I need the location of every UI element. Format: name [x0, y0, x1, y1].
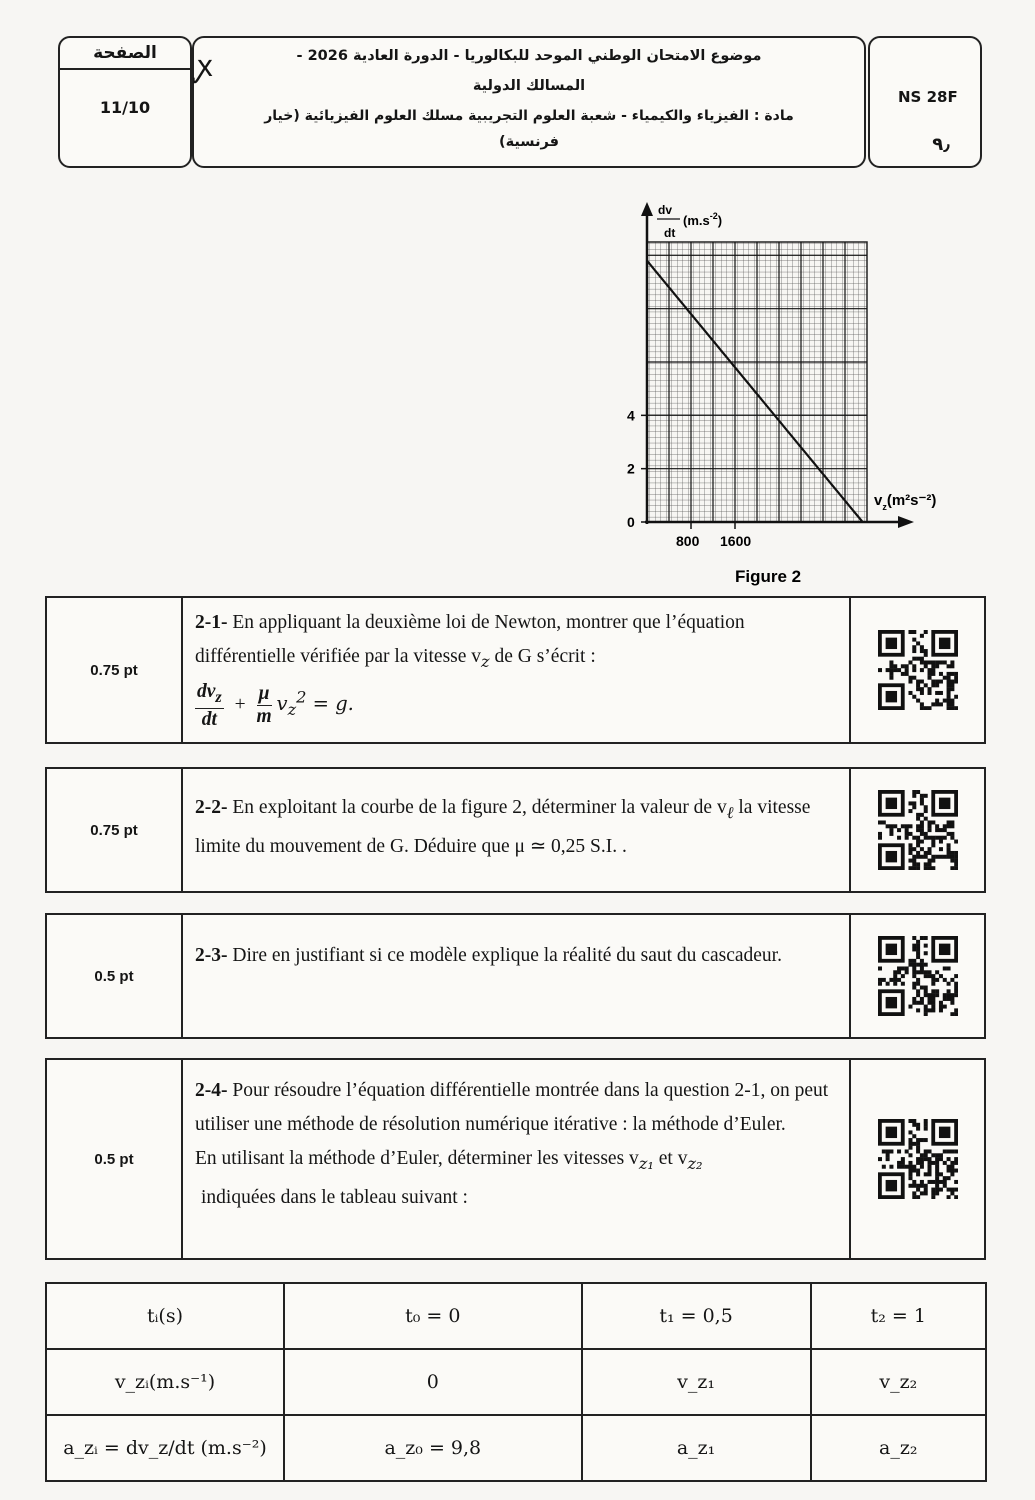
table-cell: t₂ = 1	[811, 1283, 986, 1349]
table-cell: v_zᵢ(m.s⁻¹)	[46, 1349, 284, 1415]
x-tick-label: 800	[676, 533, 700, 549]
table-cell: tᵢ(s)	[46, 1283, 284, 1349]
y-label-frac-num: dv	[658, 203, 673, 217]
table-cell: 0	[284, 1349, 582, 1415]
figure-caption: Figure 2	[735, 567, 802, 586]
handwritten-mark: ٩٫	[932, 134, 950, 155]
question-body-3: et v	[658, 1148, 688, 1169]
question-body-2: la vitesse limite du mouvement de G. Déduire que μ ≃ 0,25 S.I. .	[195, 797, 811, 857]
page-label: الصفحة	[60, 38, 190, 70]
table-row	[46, 1415, 986, 1481]
qr-code-icon	[849, 598, 984, 742]
qr-code-icon	[849, 1060, 984, 1258]
question-body: Pour résoudre l’équation différentielle montrée dans la question 2-1, on peut utiliser une méthode de résolution numérique itérative : la méthode d’Euler.	[195, 1080, 829, 1135]
table-cell: a_zᵢ = dv_z/dt (m.s⁻²)	[46, 1415, 284, 1481]
handwritten-mark-icon: ꭙ	[197, 49, 213, 84]
table-row	[46, 1283, 986, 1349]
qr-code-icon	[849, 915, 984, 1037]
question-number: 2-1-	[195, 612, 228, 633]
table-cell: a_z₂	[811, 1415, 986, 1481]
y-axis-arrow-icon	[641, 202, 653, 216]
title-line-2: المسالك الدولية	[472, 78, 586, 94]
table-cell: a_z₁	[582, 1415, 811, 1481]
points-label: 0.5 pt	[47, 915, 183, 1037]
question-2-3	[45, 913, 986, 1039]
question-text: 2-1- En appliquant la deuxième loi de Newton, montrer que l’équation différentielle vérifiée par la vitesse $v_z$ de G s’écrit : $\frac{dv_z}{dt}$ + $\frac{\mu}{m}$ $v_z^2 = g$.	[195, 606, 836, 731]
page-number-box	[58, 36, 192, 168]
title-line-1: موضوع الامتحان الوطني الموحد للبكالوريا - الدورة العادية 2026 -	[296, 48, 762, 64]
title-line-4: فرنسية)	[498, 134, 560, 150]
question-body-2: de G s’écrit :	[489, 646, 596, 667]
question-body: En appliquant la deuxième loi de Newton, montrer que l’équation différentielle vérifiée par la vitesse v	[195, 612, 745, 667]
table-cell: v_z₂	[811, 1349, 986, 1415]
title-line-3: مادة : الفيزياء والكيمياء - شعبة العلوم التجريبية مسلك العلوم الفيزيائية (خيار	[264, 108, 794, 124]
figure-2-chart	[600, 192, 1000, 592]
x-ticks	[676, 522, 751, 549]
y-label-frac-den: dt	[664, 226, 676, 240]
euler-table	[45, 1282, 987, 1482]
qr-code-icon	[849, 769, 984, 891]
y-tick-label: 4	[627, 407, 635, 424]
exam-title-box	[192, 36, 866, 168]
question-2-2	[45, 767, 986, 893]
question-text: 2-2- En exploitant la courbe de la figure 2, déterminer la valeur de $v_\ell$ la vitesse limite du mouvement de G. Déduire que μ ≃ 0,25 S.I. .	[195, 797, 811, 857]
x-label: $v_z(m^2s^{-2})$	[874, 492, 937, 512]
table-cell: t₁ = 0,5	[582, 1283, 811, 1349]
x-tick-label: 1600	[720, 533, 752, 549]
exam-code: NS 28F	[898, 88, 958, 106]
differential-equation: $\frac{dv_z}{dt}$ + $\frac{\mu}{m}$ $v_z^2 = g$.	[197, 680, 354, 730]
points-label: 0.75 pt	[47, 598, 183, 742]
question-body-2: En utilisant la méthode d’Euler, déterminer les vitesses v	[195, 1148, 639, 1169]
question-body-4: indiquées dans le tableau suivant :	[201, 1186, 468, 1208]
table-cell: t₀ = 0	[284, 1283, 582, 1349]
points-label: 0.75 pt	[47, 769, 183, 891]
y-ticks	[627, 407, 647, 530]
question-body: En exploitant la courbe de la figure 2, déterminer la valeur de v	[232, 797, 727, 818]
y-tick-label: 0	[627, 514, 635, 530]
page-number: 11/10	[99, 98, 151, 117]
table-cell: a_z₀ = 9,8	[284, 1415, 582, 1481]
exam-code-box	[868, 36, 982, 168]
y-tick-label: 2	[627, 460, 635, 477]
x-axis-arrow-icon	[898, 516, 914, 528]
question-number: 2-3-	[195, 945, 228, 966]
y-label-units: $(m.s^{-2})$	[683, 211, 723, 228]
question-2-4	[45, 1058, 986, 1260]
question-number: 2-4-	[195, 1080, 228, 1101]
points-label: 0.5 pt	[47, 1060, 183, 1258]
question-text	[195, 939, 836, 973]
question-number: 2-2-	[195, 797, 228, 818]
question-body: Dire en justifiant si ce modèle explique la réalité du saut du cascadeur.	[232, 945, 782, 966]
table-cell: v_z₁	[582, 1349, 811, 1415]
table-row	[46, 1349, 986, 1415]
question-2-1	[45, 596, 986, 744]
question-text: 2-4- Pour résoudre l’équation différentielle montrée dans la question 2-1, on peut utiliser une méthode de résolution numérique itérative : la méthode d’Euler. En utilisant la méthode d’Euler, déterminer les vitesses $v_{z_1}$ et $v_{z_2}$ indiquées dans le tableau suivant :	[195, 1080, 829, 1208]
